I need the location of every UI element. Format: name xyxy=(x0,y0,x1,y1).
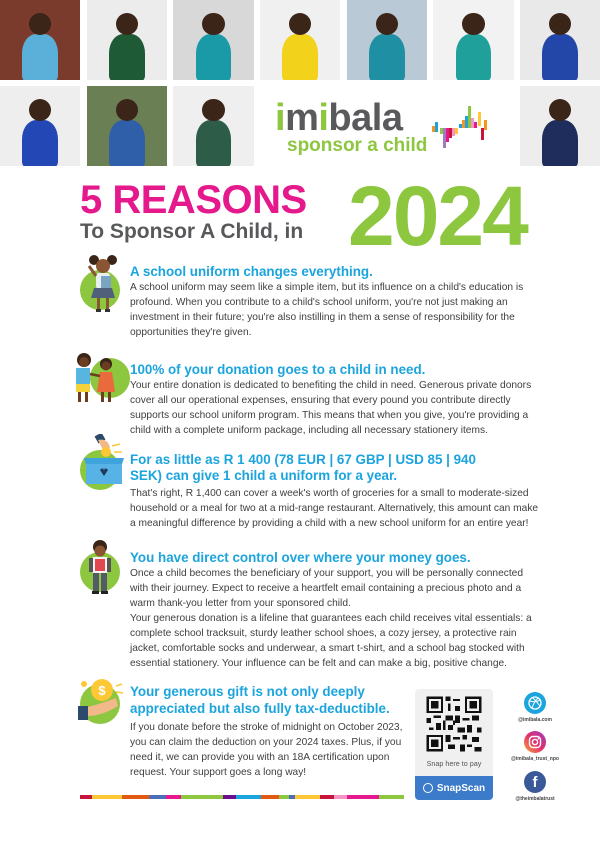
facebook-icon: f xyxy=(524,771,546,793)
logo-colorbars-icon xyxy=(432,102,492,158)
photo-girl-teal-uniform xyxy=(433,0,514,80)
reason-3 xyxy=(80,434,540,534)
title-five-reasons: 5 REASONS xyxy=(80,178,307,222)
photo-class-group xyxy=(173,0,254,80)
logo-letters-bala: bala xyxy=(328,97,403,139)
title-year: 2024 xyxy=(348,169,527,263)
girl-student-icon xyxy=(80,252,128,316)
instagram-handle[interactable]: @imibala_trust_npo xyxy=(511,756,559,762)
color-stripe-divider xyxy=(80,795,404,799)
logo-letter-i2: i xyxy=(318,97,329,139)
photo-girl-green-jacket xyxy=(173,86,254,166)
two-children-icon xyxy=(80,350,128,414)
snapscan-logo-icon xyxy=(423,783,433,793)
photo-child-eating xyxy=(0,0,80,80)
snapscan-button-label: SnapScan xyxy=(436,782,486,794)
reason-2-body: Your entire donation is dedicated to benefiting the child in need. Generous private donors cover all our operational expenses, ensuring that every pound you contribute directly supports our school uniform program. This means that when you give, you're providing a child with a complete uniform package, including all necessary stationery items. xyxy=(130,380,532,436)
website-handle[interactable]: @imibala.com xyxy=(518,717,552,723)
snapscan-button[interactable] xyxy=(415,776,493,800)
facebook-handle[interactable]: @theimbalatrust xyxy=(515,796,555,802)
coin-in-hand-icon xyxy=(80,676,128,740)
social-instagram[interactable] xyxy=(505,731,565,762)
photo-girl-yellow-shirt xyxy=(260,0,340,80)
reason-3-body: That's right, R 1,400 can cover a week's worth of groceries for a small to moderate-sized household or a meal for two at a mid-range restaurant. Alternatively, this amount can make a meaningful difference by providing a child with a new school uniform for an entire year! xyxy=(130,488,539,529)
title-subtitle: To Sponsor A Child, in xyxy=(80,220,304,243)
snapscan-caption: Snap here to pay xyxy=(426,759,482,768)
reason-5-body: If you donate before the stroke of midnight on October 2023, you can claim the deduction on your 2024 taxes. Plus, if you need it, we can provide you with an 18A certification upon request. Your support goes a long way! xyxy=(130,722,403,778)
boy-student-icon xyxy=(80,540,128,604)
reason-3-heading: For as little as R 1 400 (78 EUR | 67 GBP | USD 85 | 940 SEK) can give 1 child a uniform for a year. xyxy=(130,452,476,483)
qr-code-icon[interactable] xyxy=(424,694,484,754)
svg-text:$: $ xyxy=(98,683,106,698)
logo-letter-i: i xyxy=(275,97,286,139)
reason-1 xyxy=(80,252,540,344)
social-website[interactable] xyxy=(505,692,565,723)
photo-table-outdoors xyxy=(87,86,167,166)
reason-2 xyxy=(80,350,540,436)
reason-1-heading: A school uniform changes everything. xyxy=(130,264,373,279)
dribbble-globe-icon xyxy=(524,692,546,714)
reason-5 xyxy=(80,676,410,780)
photo-kids-by-bus xyxy=(347,0,427,80)
snapscan-card[interactable] xyxy=(415,689,493,800)
reason-5-heading: Your generous gift is not only deeply appreciated but also fully tax-deductible. xyxy=(130,684,390,716)
photo-kids-blue-tracksuits xyxy=(520,0,600,80)
imibala-logo xyxy=(275,97,505,162)
logo-tagline: sponsor a child xyxy=(287,135,428,156)
photo-two-boys-navy xyxy=(520,86,600,166)
reason-4-body: Once a child becomes the beneficiary of your support, you will be personally connected with their journey. Expect to receive a heartfelt email containing a precious photo and a warm thank-you letter from your sponsored child. xyxy=(130,568,524,609)
reason-4-body-continued: Your generous donation is a lifeline that guarantees each child receives vital essentials: a complete school tracksuit, sturdy leather school shoes, a cozy jersey, a protective rain jacket, comfortable socks and underwear, a smart t-shirt, and a school bag stocked with essential stationery. Your influence can be felt and can make a big, positive change. xyxy=(130,613,532,669)
social-facebook[interactable] xyxy=(505,771,565,802)
photo-boy-green-tracksuit xyxy=(87,0,167,80)
reason-1-body: A school uniform may seem like a simple item, but its influence on a child's education is profound. When you contribute to a child's school uniform, you're not just making an investment in their future; you're also instilling in them a sense of responsibility for the opportunities they're given. xyxy=(130,282,524,338)
donation-box-icon xyxy=(80,434,128,498)
reason-4 xyxy=(80,540,540,669)
reason-4-heading: You have direct control over where your money goes. xyxy=(130,550,471,565)
photo-two-girls-blue xyxy=(0,86,80,166)
reason-2-heading: 100% of your donation goes to a child in need. xyxy=(130,362,426,377)
logo-wordmark xyxy=(275,98,402,138)
instagram-icon xyxy=(524,731,546,753)
logo-letter-m: m xyxy=(285,97,319,139)
